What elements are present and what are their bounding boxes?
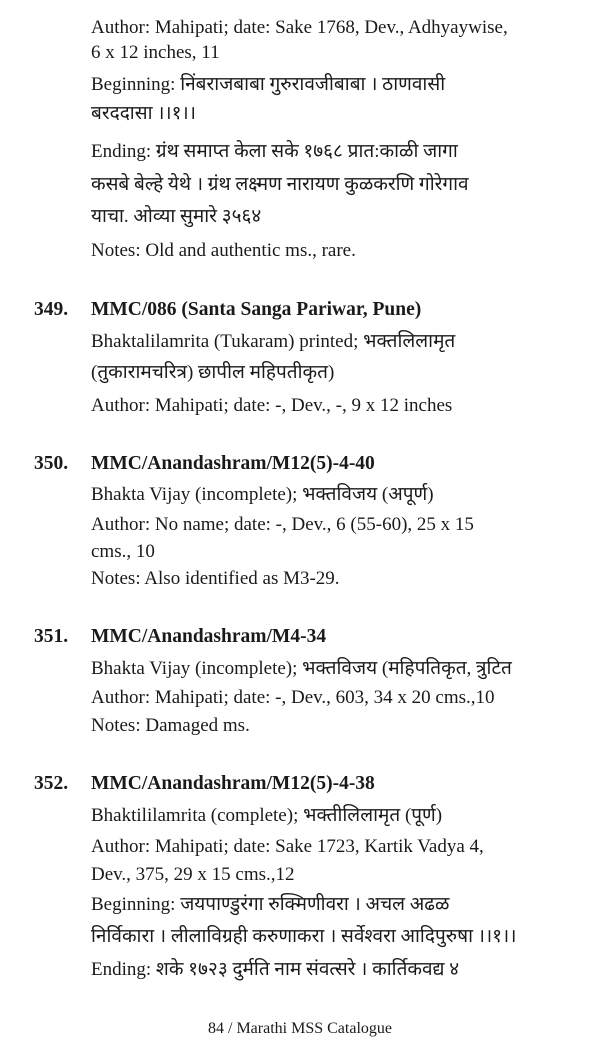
entry-number: 350. bbox=[34, 453, 69, 474]
entry-line: Bhakta Vijay (incomplete); भक्तविजय (महिपतिकृत, त्रुटित bbox=[91, 658, 512, 679]
entry-line: Author: Mahipati; date: Sake 1723, Kartik Vadya 4, bbox=[91, 836, 484, 857]
entry-heading bbox=[34, 771, 375, 797]
entry-line: Ending: शके १७२३ दुर्मति नाम संवत्सरे । कार्तिकवद्य ४ bbox=[91, 959, 460, 980]
entry-line: cms., 10 bbox=[91, 541, 155, 562]
entry-heading bbox=[34, 451, 375, 477]
intro-line: Author: Mahipati; date: Sake 1768, Dev., Adhyaywise, bbox=[91, 17, 508, 38]
entry-line: Notes: Damaged ms. bbox=[91, 715, 250, 736]
entry-line: Author: Mahipati; date: -, Dev., -, 9 x 12 inches bbox=[91, 395, 453, 416]
intro-line: कसबे बेल्हे येथे । ग्रंथ लक्ष्मण नारायण कुळकरणि गोरेगाव bbox=[91, 174, 469, 195]
entry-line: Notes: Also identified as M3-29. bbox=[91, 568, 340, 589]
intro-line: 6 x 12 inches, 11 bbox=[91, 42, 220, 63]
entry-line: Author: Mahipati; date: -, Dev., 603, 34 x 20 cms.,10 bbox=[91, 687, 495, 708]
entry-heading bbox=[34, 624, 326, 650]
entry-line: Bhakta Vijay (incomplete); भक्तविजय (अपूर्ण) bbox=[91, 484, 434, 505]
entry-number: 351. bbox=[34, 626, 69, 647]
entry-line: निर्विकारा । लीलाविग्रही करुणाकरा । सर्वेश्वरा आदिपुरुषा ।।१।। bbox=[91, 926, 517, 947]
entry-line: Author: No name; date: -, Dev., 6 (55-60), 25 x 15 bbox=[91, 514, 474, 535]
intro-line: Beginning: निंबराजबाबा गुरुरावजीबाबा । ठाणवासी bbox=[91, 74, 446, 95]
entry-number: 349. bbox=[34, 299, 69, 320]
intro-line: Ending: ग्रंथ समाप्त केला सके १७६८ प्रात:काळी जागा bbox=[91, 141, 458, 162]
entry-line: Bhaktalilamrita (Tukaram) printed; भक्तलिलामृत bbox=[91, 331, 456, 352]
entry-line: Dev., 375, 29 x 15 cms.,12 bbox=[91, 864, 295, 885]
intro-line: याचा. ओव्या सुमारे ३५६४ bbox=[91, 206, 262, 227]
entry-line: Beginning: जयपाण्डुरंगा रुक्मिणीवरा । अचल अढळ bbox=[91, 894, 450, 915]
intro-line: बरददासा ।।१।। bbox=[91, 103, 196, 124]
entry-heading bbox=[34, 297, 421, 323]
entry-title: MMC/Anandashram/M12(5)-4-38 bbox=[91, 773, 375, 794]
entry-title: MMC/Anandashram/M4-34 bbox=[91, 626, 327, 647]
entry-title: MMC/086 (Santa Sanga Pariwar, Pune) bbox=[91, 299, 422, 320]
entry-number: 352. bbox=[34, 773, 69, 794]
intro-line: Notes: Old and authentic ms., rare. bbox=[91, 240, 356, 261]
entry-line: (तुकारामचरित्र) छापील महिपतीकृत) bbox=[91, 362, 335, 383]
entry-line: Bhaktililamrita (complete); भक्तीलिलामृत (पूर्ण) bbox=[91, 805, 443, 826]
entry-title: MMC/Anandashram/M12(5)-4-40 bbox=[91, 453, 375, 474]
page-footer: 84 / Marathi MSS Catalogue bbox=[208, 1020, 392, 1037]
